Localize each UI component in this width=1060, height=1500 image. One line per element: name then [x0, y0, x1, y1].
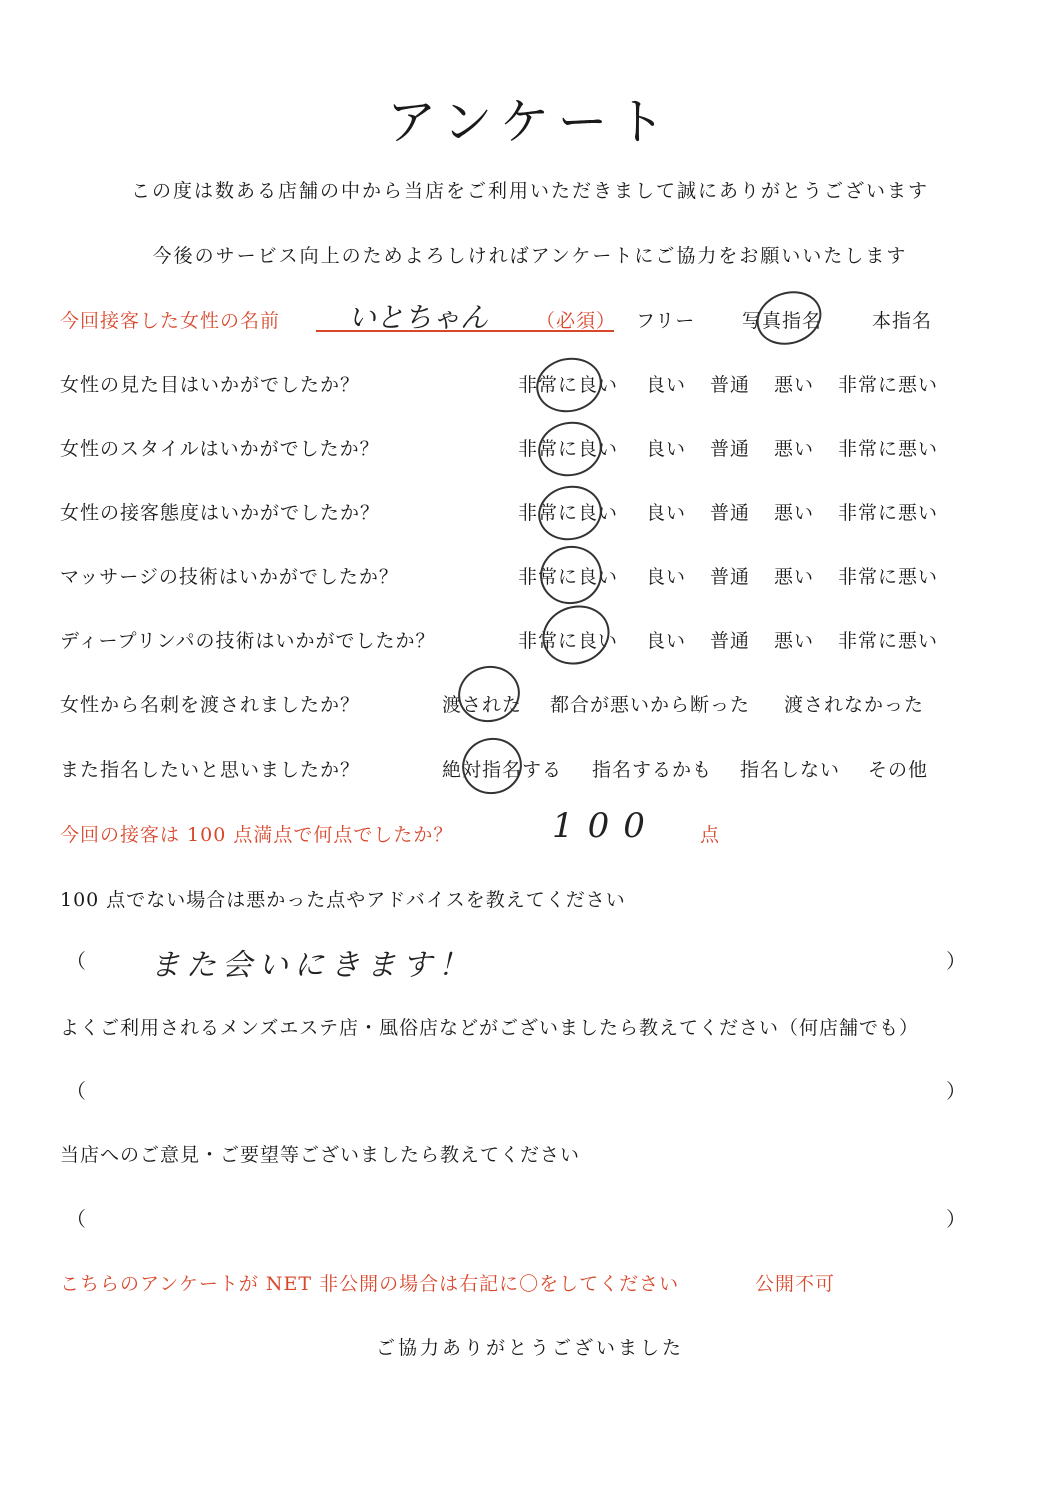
question-attitude: 女性の接客態度はいかがでしたか？ — [60, 502, 381, 524]
option-declined[interactable]: 都合が悪いから断った — [550, 694, 751, 716]
question-renominate: また指名したいと思いましたか？ — [60, 759, 361, 781]
option-private[interactable]: 公開不可 — [755, 1273, 836, 1295]
rating-option[interactable]: 非常に良い — [518, 566, 619, 588]
rating-option[interactable]: 悪い — [774, 502, 815, 524]
score-unit: 点 — [700, 824, 721, 846]
handwritten-name[interactable]: いとちゃん — [348, 301, 489, 334]
selection-circle — [453, 660, 525, 728]
rating-option[interactable]: 悪い — [774, 566, 815, 588]
selection-circle — [535, 597, 618, 673]
other-shops-close-paren: ） — [946, 1079, 966, 1103]
rating-option[interactable]: 良い — [646, 502, 687, 524]
page-title: アンケート — [386, 93, 674, 151]
question-lymph: ディープリンパの技術はいかがでしたか？ — [60, 630, 436, 652]
rating-option[interactable]: 普通 — [710, 566, 751, 588]
rating-option[interactable]: 普通 — [710, 438, 751, 460]
rating-option[interactable]: 良い — [646, 566, 687, 588]
rating-option[interactable]: 普通 — [710, 374, 751, 396]
option-regular-nomination[interactable]: 本指名 — [872, 310, 933, 332]
thanks-message: ご協力ありがとうございました — [375, 1337, 684, 1359]
option-definitely[interactable]: 絶対指名する — [442, 759, 563, 781]
rating-option[interactable]: 非常に悪い — [838, 438, 939, 460]
handwritten-score[interactable]: 100 — [552, 806, 659, 846]
question-business-card: 女性から名刺を渡されましたか？ — [60, 694, 361, 716]
name-label: 今回接客した女性の名前 — [60, 310, 281, 332]
other-shops-open-paren: （ — [66, 1079, 86, 1103]
option-not-received[interactable]: 渡されなかった — [784, 694, 925, 716]
rating-option[interactable]: 非常に良い — [518, 502, 619, 524]
rating-option[interactable]: 非常に悪い — [838, 502, 939, 524]
selection-circle — [531, 352, 607, 419]
rating-option[interactable]: 良い — [646, 438, 687, 460]
rating-option[interactable]: 良い — [646, 630, 687, 652]
rating-option[interactable]: 非常に良い — [518, 630, 619, 652]
rating-option[interactable]: 悪い — [774, 374, 815, 396]
selection-circle — [456, 732, 528, 801]
option-maybe[interactable]: 指名するかも — [592, 759, 713, 781]
option-no[interactable]: 指名しない — [740, 759, 841, 781]
option-photo-nomination[interactable]: 写真指名 — [742, 310, 823, 332]
rating-option[interactable]: 非常に良い — [518, 438, 619, 460]
advice-close-paren: ） — [946, 949, 966, 973]
selection-circle — [533, 416, 607, 482]
other-shops-label: よくご利用されるメンズエステ店・風俗店などがございましたら教えてください（何店舗でも） — [60, 1017, 920, 1039]
question-appearance: 女性の見た目はいかがでしたか？ — [60, 374, 361, 396]
rating-option[interactable]: 普通 — [710, 630, 751, 652]
selection-circle — [533, 480, 607, 546]
question-massage: マッサージの技術はいかがでしたか？ — [60, 566, 399, 588]
rating-option[interactable]: 非常に悪い — [838, 630, 939, 652]
rating-option[interactable]: 悪い — [774, 630, 815, 652]
opinions-open-paren: （ — [66, 1207, 86, 1231]
selection-circle — [535, 540, 608, 610]
opinions-close-paren: ） — [946, 1207, 966, 1231]
option-other[interactable]: その他 — [868, 759, 929, 781]
rating-option[interactable]: 非常に悪い — [838, 374, 939, 396]
rating-option[interactable]: 非常に悪い — [838, 566, 939, 588]
opinions-label: 当店へのご意見・ご要望等ございましたら教えてください — [60, 1144, 581, 1166]
advice-open-paren: （ — [66, 949, 86, 973]
net-notice-label: こちらのアンケートが NET 非公開の場合は右記に〇をしてください — [60, 1273, 680, 1295]
question-style: 女性のスタイルはいかがでしたか？ — [60, 438, 380, 460]
rating-option[interactable]: 普通 — [710, 502, 751, 524]
intro-line-1: この度は数ある店舗の中から当店をご利用いただきまして誠にありがとうございます — [130, 180, 929, 202]
rating-option[interactable]: 良い — [646, 374, 687, 396]
advice-label: 100 点でない場合は悪かった点やアドバイスを教えてください — [60, 889, 626, 911]
option-free[interactable]: フリー — [636, 310, 696, 332]
selection-circle — [750, 283, 829, 353]
option-received[interactable]: 渡された — [442, 694, 523, 716]
intro-line-2: 今後のサービス向上のためよろしければアンケートにご協力をお願いいたします — [152, 245, 908, 267]
question-score: 今回の接客は 100 点満点で何点でしたか？ — [60, 824, 454, 846]
rating-option[interactable]: 悪い — [774, 438, 815, 460]
advice-handwritten-answer[interactable]: また会いにきます！ — [150, 948, 474, 983]
required-mark: （必須） — [536, 310, 617, 332]
rating-option[interactable]: 非常に良い — [518, 374, 619, 396]
